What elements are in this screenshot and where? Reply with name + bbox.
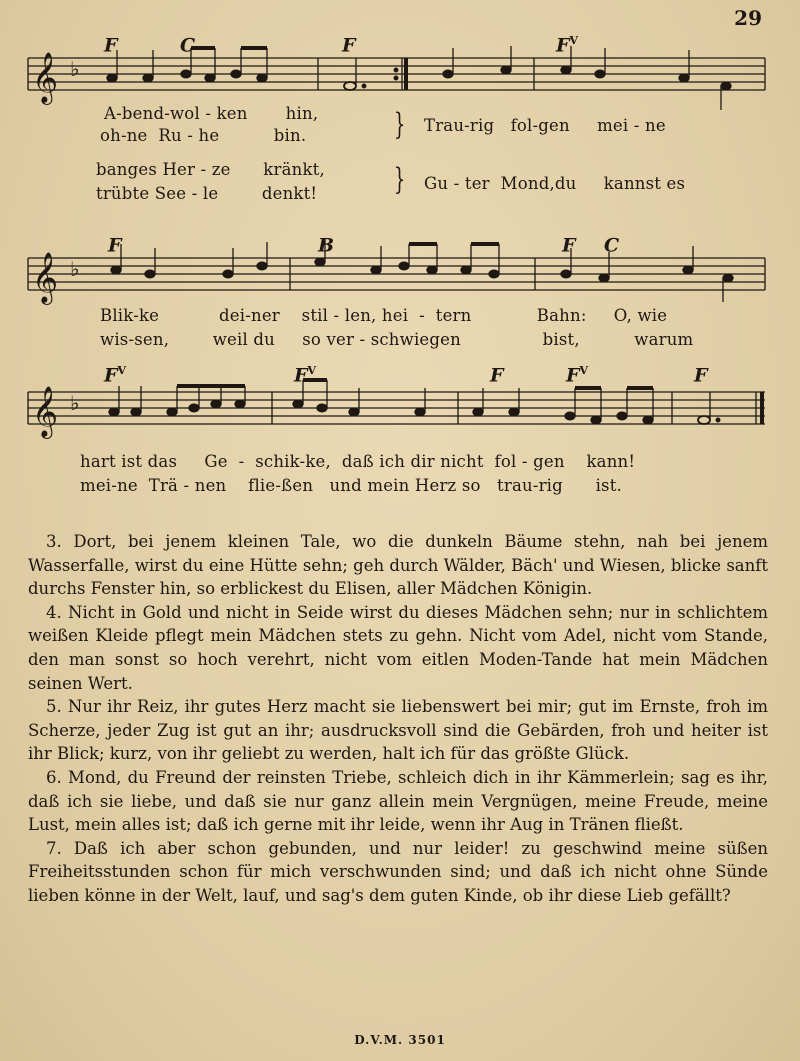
publisher-code: D.V.M. 3501 (354, 1033, 446, 1047)
music-system-2 (0, 228, 800, 358)
chord-symbol: C (604, 234, 620, 257)
music-system-3 (0, 360, 800, 500)
chord-symbol: $F^V$ (556, 34, 579, 57)
lyric-line: trübte See - le denkt! (96, 184, 318, 203)
chord-symbol: F (108, 234, 122, 257)
brace: } (393, 162, 406, 197)
chord-symbol: F (490, 364, 504, 387)
brace: } (393, 107, 406, 142)
chord-symbol: F (562, 234, 576, 257)
chord-symbol: $F^V$ (104, 364, 127, 387)
lyric-line: Trau-rig fol-gen mei - ne (424, 116, 666, 135)
chord-symbol: $F^V$ (294, 364, 317, 387)
chord-symbol: F (342, 34, 356, 57)
lyric-line: hart ist das Ge - schik-ke, daß ich dir nicht fol - gen kann! (80, 452, 636, 471)
lyric-line: wis-sen, weil du so ver - schwiegen bist, warum (100, 330, 694, 349)
flat-sign-icon: ♭ (70, 257, 80, 281)
verse-text (28, 530, 768, 908)
music-system-1 (0, 0, 800, 230)
lyric-line: Gu - ter Mond,du kannst es (424, 174, 686, 193)
lyric-line: banges Her - ze kränkt, (96, 160, 325, 179)
chord-symbol: $F^V$ (566, 364, 589, 387)
verse-4: 4. Nicht in Gold und nicht in Seide wirst du dieses Mädchen sehn; nur in schlichtem weißen Kleide pflegt mein Mädchen stets zu gehn. Nicht vom Adel, nicht vom Stande, den man sonst so hoch verehrt, nicht vom eitlen Moden-Tande hat mein Mädchen seinen Wert. (28, 602, 768, 693)
lyric-line: A-bend-wol - ken hin, (104, 104, 319, 123)
lyric-line: mei-ne Trä - nen flie-ßen und mein Herz so trau-rig ist. (80, 476, 622, 495)
verse-6: 6. Mond, du Freund der reinsten Triebe, schleich dich in ihr Kämmerlein; sag es ihr, daß ich sie liebe, und daß sie nur ganz allein mein Vergnügen, meine Freude, meine Lust, mein alles ist; daß ich gerne mit ihr leide, wenn ihr Aug in Tränen fließt. (28, 767, 768, 835)
chord-symbol: F (104, 34, 118, 57)
chord-symbol: B (318, 234, 335, 257)
flat-sign-icon: ♭ (70, 391, 80, 415)
verse-3: 3. Dort, bei jenem kleinen Tale, wo die dunkeln Bäume stehn, nah bei jenem Wasserfalle, wirst du eine Hütte sehn; geh durch Wälder, Bäch' und Wiesen, blicke sanft durchs Fenster hin, so erblickest du Elisen, aller Mädchen Königin. (28, 532, 768, 599)
lyric-line: Blik-ke dei-ner stil - len, hei - tern Bahn: O, wie (100, 306, 668, 325)
staff-1 (0, 0, 800, 120)
verse-7: 7. Daß ich aber schon gebunden, und nur leider! zu geschwind meine süßen Freiheitsstunden schon für mich verschwunden sind; und daß ich nicht ohne Sünde lieben könne in der Welt, lauf, und sag's dem guten Kinde, ob ihr diese Lieb gefällt? (28, 838, 768, 905)
page-number: 29 (734, 6, 762, 30)
flat-sign-icon: ♭ (70, 57, 80, 81)
verse-5: 5. Nur ihr Reiz, ihr gutes Herz macht sie liebenswert bei mir; gut im Ernste, froh im Scherze, jeder Zug ist gut an ihr; ausdrucksvoll sind die Gebärden, froh und heiter ist ihr Blick; kurz, von ihr geliebt zu werden, halt ich für das größte Glück. (28, 697, 768, 764)
treble-clef-icon: 𝄞 (32, 52, 59, 103)
chord-symbol: F (694, 364, 708, 387)
treble-clef-icon: 𝄞 (32, 386, 59, 437)
lyric-line: oh-ne Ru - he bin. (100, 126, 307, 145)
chord-symbol: C (180, 34, 196, 57)
treble-clef-icon: 𝄞 (32, 252, 59, 303)
